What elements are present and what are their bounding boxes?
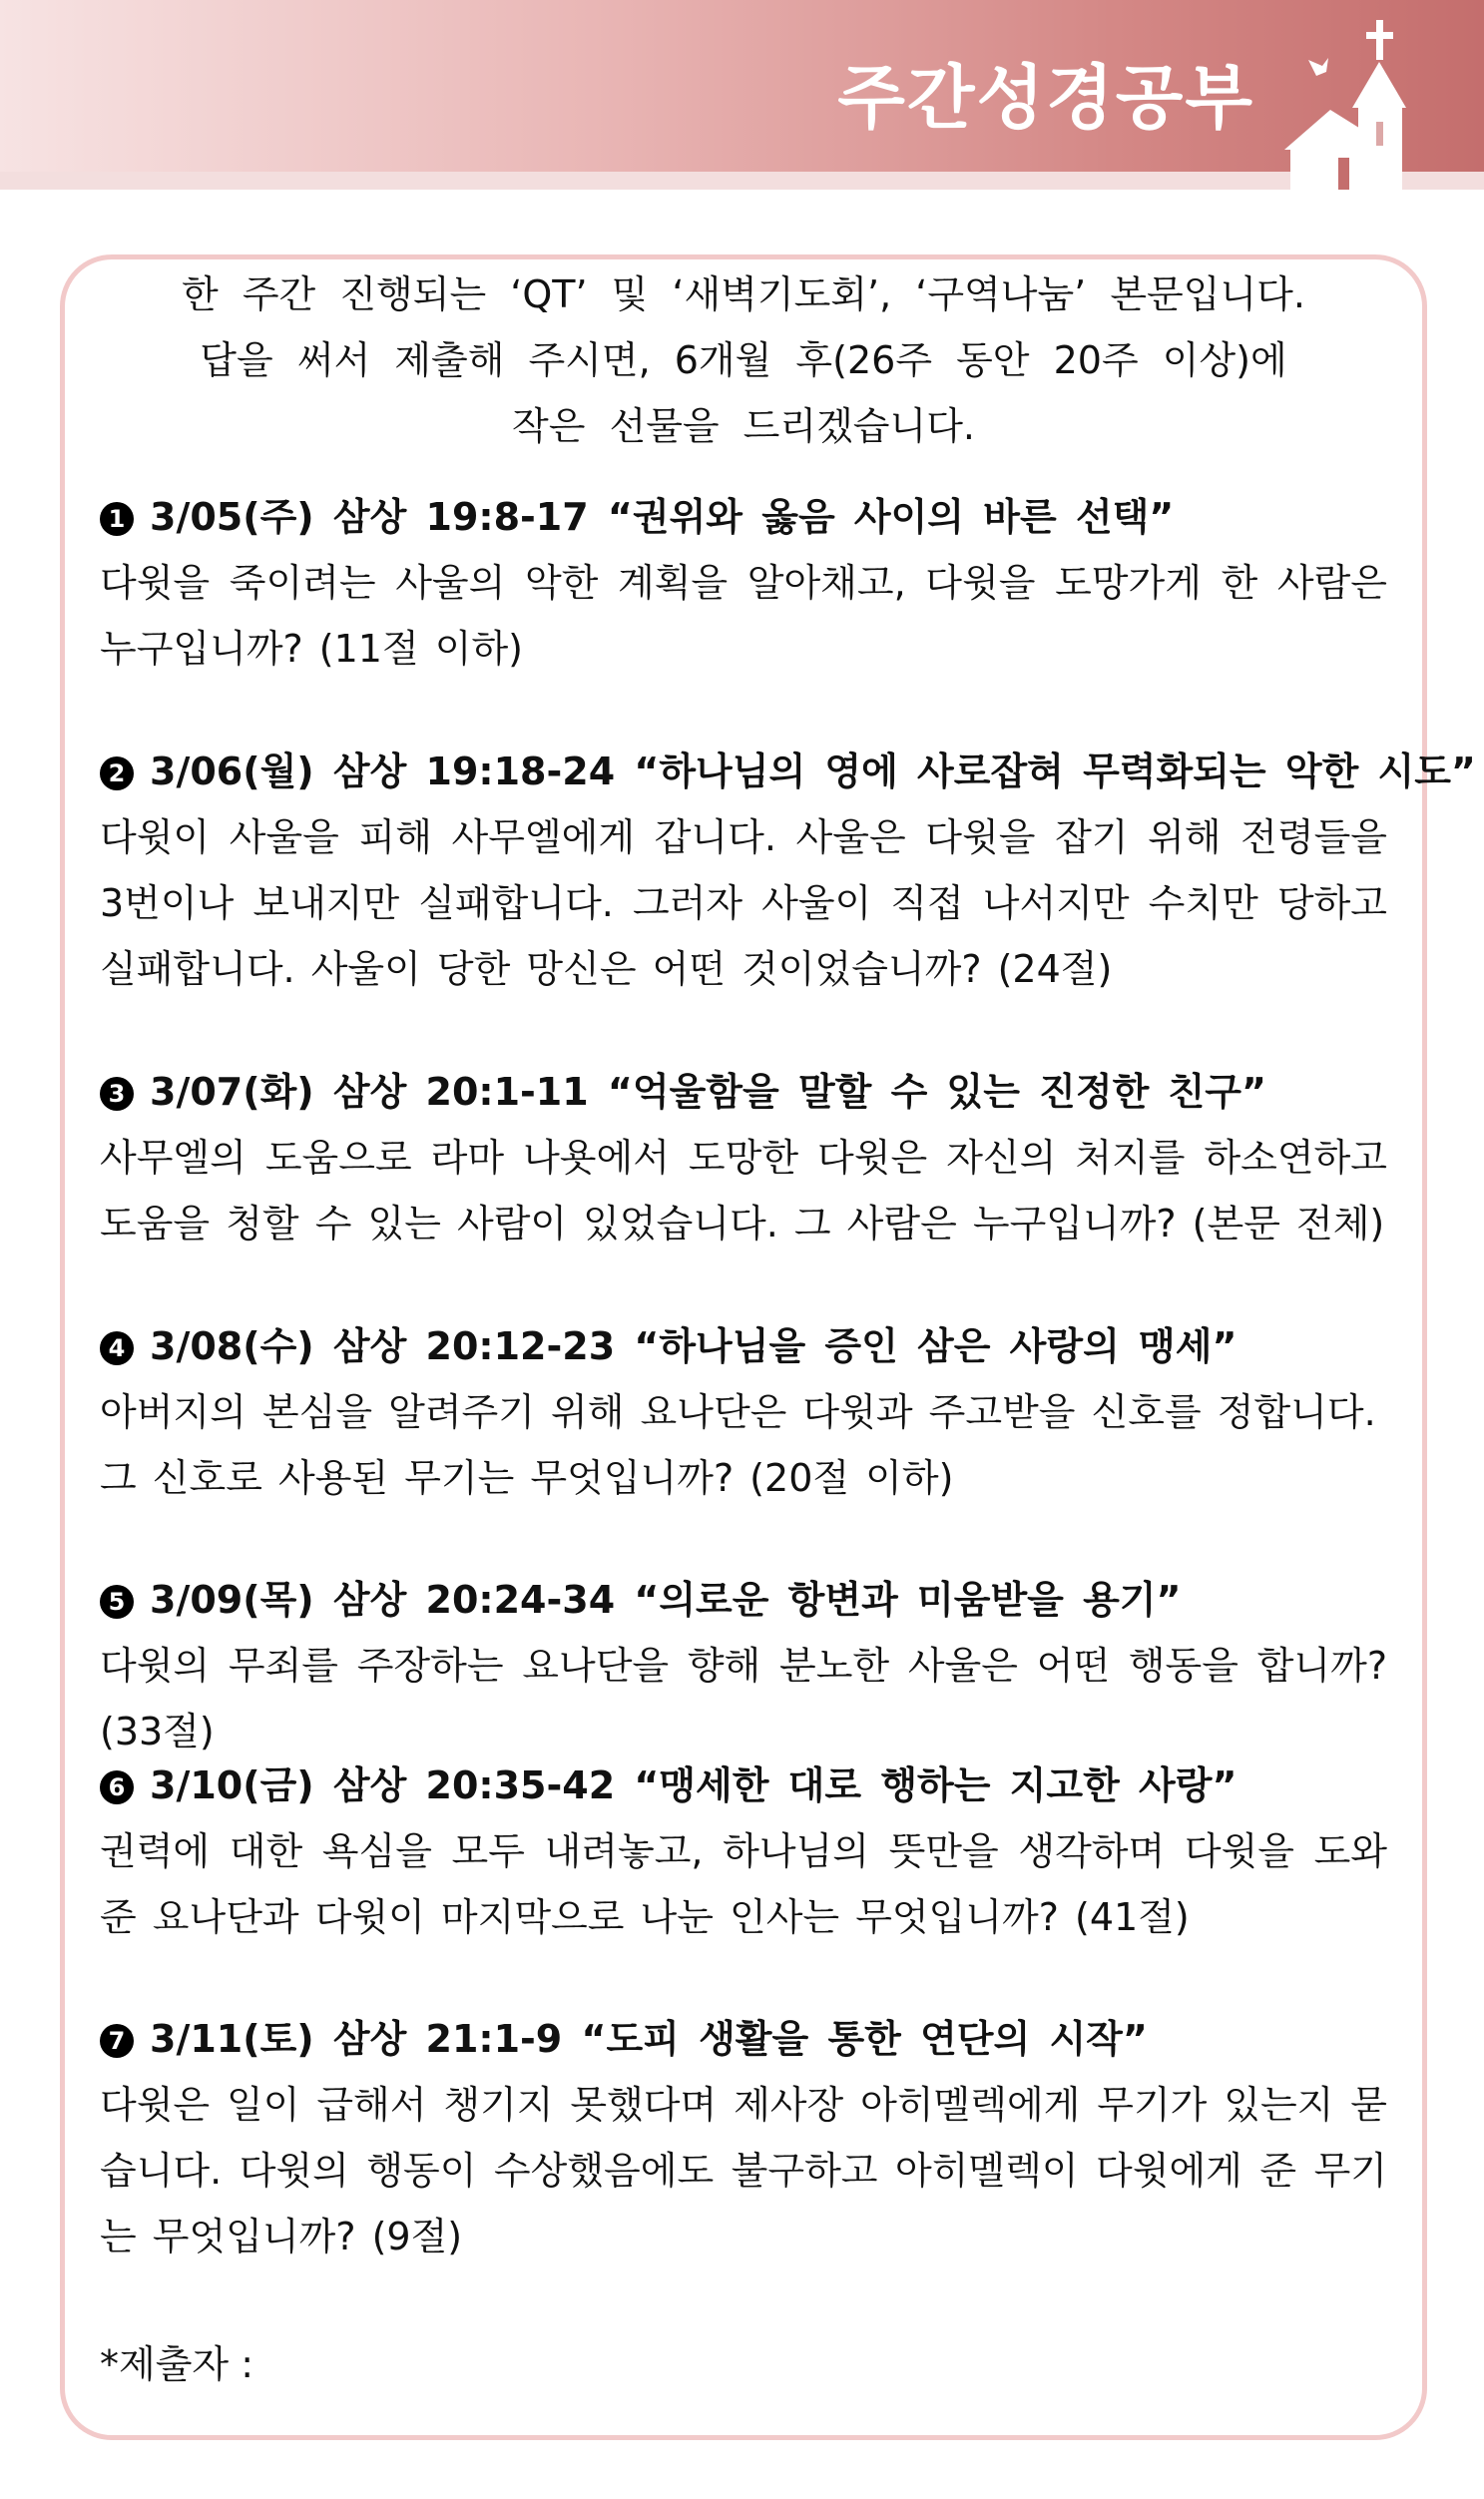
number-badge: 5 xyxy=(100,1585,134,1619)
number-badge: 7 xyxy=(100,2024,134,2058)
entry-title xyxy=(100,2006,1387,2072)
entry-3 xyxy=(100,1059,1387,1256)
entry-title-text: 3/05(주) 삼상 19:8-17 “권위와 옳음 사이의 바른 선택” xyxy=(150,495,1175,539)
intro-line-1: 한 주간 진행되는 ‘QT’ 및 ‘새벽기도회’, ‘구역나눔’ 본문입니다. xyxy=(182,272,1305,316)
entry-title xyxy=(100,1567,1387,1633)
entry-title-text: 3/08(수) 삼상 20:12-23 “하나님을 증인 삼은 사랑의 맹세” xyxy=(150,1324,1237,1368)
intro-line-2: 답을 써서 제출해 주시면, 6개월 후(26주 동안 20주 이상)에 xyxy=(200,338,1287,382)
entry-title-text: 3/09(목) 삼상 20:24-34 “의로운 항변과 미움받을 용기” xyxy=(150,1578,1182,1622)
entry-title xyxy=(100,1059,1387,1125)
church-icon xyxy=(1280,18,1440,190)
entry-question: 다윗이 사울을 피해 사무엘에게 갑니다. 사울은 다윗을 잡기 위해 전령들을 3번이나 보내지만 실패합니다. 그러자 사울이 직접 나서지만 수치만 당하고 실패합니다. 사울이 당한 망신은 어떤 것이었습니까? (24절) xyxy=(100,815,1387,991)
submitter-label: *제출자 : xyxy=(100,2342,254,2386)
entry-2 xyxy=(100,739,1476,1002)
number-badge: 6 xyxy=(100,1770,134,1804)
entry-6 xyxy=(100,1752,1387,1950)
header-banner xyxy=(0,0,1484,190)
entry-7 xyxy=(100,2006,1387,2269)
intro-text xyxy=(60,261,1427,459)
entry-question: 다윗은 일이 급해서 챙기지 못했다며 제사장 아히멜렉에게 무기가 있는지 묻습니다. 다윗의 행동이 수상했음에도 불구하고 아히멜렉이 다윗에게 준 무기는 무엇입니까? (9절) xyxy=(100,2083,1387,2258)
entry-question: 아버지의 본심을 알려주기 위해 요나단은 다윗과 주고받을 신호를 정합니다. 그 신호로 사용된 무기는 무엇입니까? (20절 이하) xyxy=(100,1390,1376,1500)
entry-title-text: 3/10(금) 삼상 20:35-42 “맹세한 대로 행하는 지고한 사랑” xyxy=(150,1763,1237,1807)
entry-title xyxy=(100,484,1387,550)
number-badge: 4 xyxy=(100,1331,134,1365)
entry-question: 다윗의 무죄를 주장하는 요나단을 향해 분노한 사울은 어떤 행동을 합니까? (33절) xyxy=(100,1644,1387,1753)
entry-title-text: 3/07(화) 삼상 20:1-11 “억울함을 말할 수 있는 진정한 친구” xyxy=(150,1070,1266,1114)
number-badge: 1 xyxy=(100,502,134,536)
page-title: 주간성경공부 xyxy=(837,57,1254,139)
entry-title-text: 3/11(토) 삼상 21:1-9 “도피 생활을 통한 연단의 시작” xyxy=(150,2017,1148,2061)
entry-question: 권력에 대한 욕심을 모두 내려놓고, 하나님의 뜻만을 생각하며 다윗을 도와준 요나단과 다윗이 마지막으로 나눈 인사는 무엇입니까? (41절) xyxy=(100,1829,1387,1939)
entry-question: 다윗을 죽이려는 사울의 악한 계획을 알아채고, 다윗을 도망가게 한 사람은 누구입니까? (11절 이하) xyxy=(100,561,1387,671)
entry-title xyxy=(100,1752,1387,1818)
entry-question: 사무엘의 도움으로 라마 나욧에서 도망한 다윗은 자신의 처지를 하소연하고 도움을 청할 수 있는 사람이 있었습니다. 그 사람은 누구입니까? (본문 전체) xyxy=(100,1136,1387,1246)
entry-4 xyxy=(100,1313,1387,1511)
number-badge: 2 xyxy=(100,756,134,790)
entry-title-text: 3/06(월) 삼상 19:18-24 “하나님의 영에 사로잡혀 무력화되는 악한 시도” xyxy=(150,750,1476,793)
entry-title xyxy=(100,1313,1387,1379)
intro-line-3: 작은 선물을 드리겠습니다. xyxy=(511,404,976,448)
entry-title xyxy=(100,739,1476,804)
entry-5 xyxy=(100,1567,1387,1764)
entry-1 xyxy=(100,484,1387,682)
header-band xyxy=(0,172,1484,190)
number-badge: 3 xyxy=(100,1077,134,1111)
